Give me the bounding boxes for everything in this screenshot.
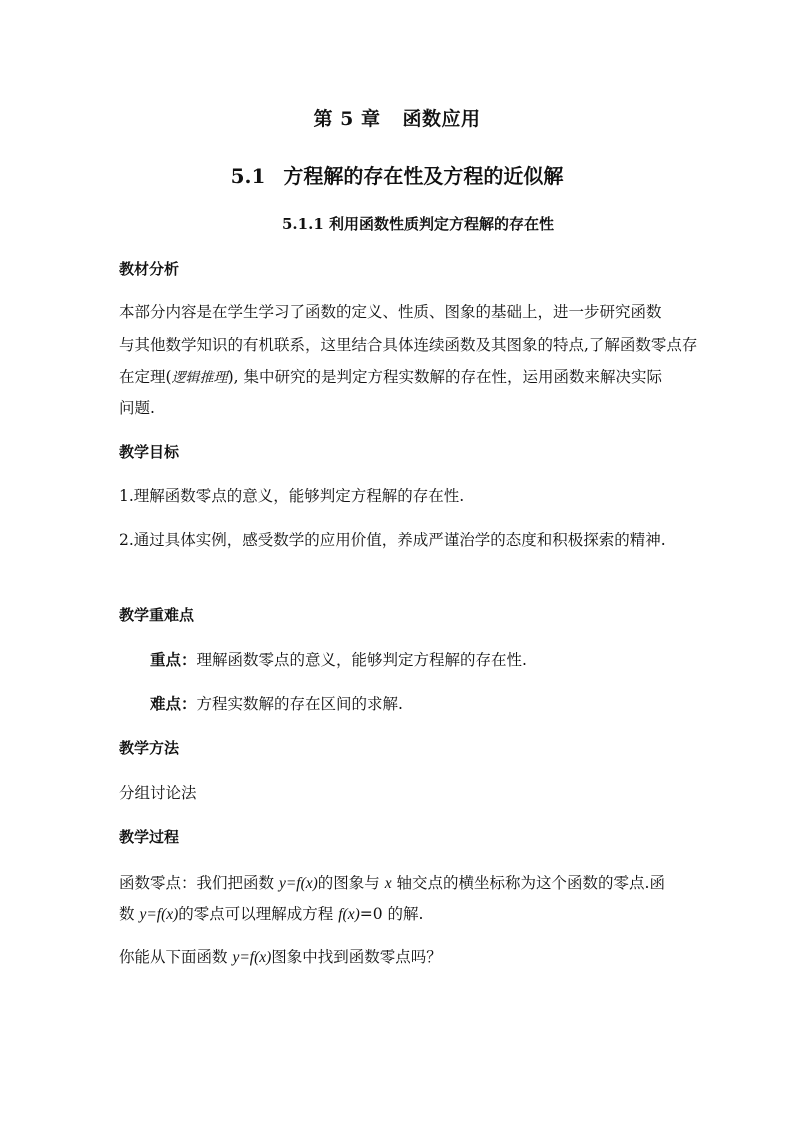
key-point [150, 648, 527, 670]
textbook-analysis-heading: 教材分析 [119, 260, 180, 278]
process-line-3 [119, 945, 442, 967]
difficult-point-label: 难点： [150, 694, 197, 713]
process-line-1 [119, 871, 665, 893]
process-text: 图象中找到函数零点吗？ [271, 948, 442, 966]
key-points-heading: 教学重难点 [119, 606, 195, 624]
analysis-line-1: 本部分内容是在学生学习了函数的定义、性质、图象的基础上，进一步研究函数 [119, 303, 662, 321]
analysis-note: 逻辑推理 [171, 370, 228, 386]
analysis-line-3-start: 在定理( [119, 368, 172, 386]
goal-item-2: 2.通过具体实例，感受数学的应用价值，养成严谨治学的态度和积极探索的精神. [119, 531, 666, 549]
key-point-text: 理解函数零点的意义，能够判定方程解的存在性. [196, 651, 527, 669]
section-name: 方程解的存在性及方程的近似解 [283, 164, 564, 188]
process-text: 轴交点的横坐标称为这个函数的零点.函 [391, 874, 665, 892]
function-expression: y=f(x) [278, 875, 318, 892]
section-number: 5.1 [230, 164, 266, 188]
analysis-line-2: 与其他数学知识的有机联系，这里结合具体连续函数及其图象的特点,了解函数零点存 [119, 336, 698, 354]
process-heading: 教学过程 [119, 828, 180, 846]
variable-x: x [384, 875, 392, 892]
chapter-name: 函数应用 [402, 108, 481, 130]
function-expression: y=f(x) [139, 906, 179, 923]
method-heading: 教学方法 [119, 739, 180, 757]
process-text: =0 的解. [359, 905, 424, 923]
process-text: 你能从下面函数 [119, 948, 233, 966]
key-point-label: 重点： [150, 650, 197, 669]
process-text: 的图象与 [317, 874, 385, 892]
method-text: 分组讨论法 [119, 784, 197, 802]
function-expression: y=f(x) [232, 949, 272, 966]
process-text: 数 [119, 905, 140, 923]
analysis-line-3 [119, 365, 662, 387]
process-line-2 [119, 902, 423, 924]
analysis-line-4: 问题. [119, 399, 155, 417]
chapter-title [0, 104, 794, 131]
goals-heading: 教学目标 [119, 443, 180, 461]
process-text: 的零点可以理解成方程 [178, 905, 339, 923]
equation-lhs: f(x) [338, 906, 360, 923]
section-title [0, 160, 794, 189]
goal-item-1: 1.理解函数零点的意义，能够判定方程解的存在性. [119, 487, 465, 505]
difficult-point-text: 方程实数解的存在区间的求解. [196, 695, 403, 713]
process-text: 函数零点：我们把函数 [119, 874, 279, 892]
analysis-line-3-end: ), 集中研究的是判定方程实数解的存在性，运用函数来解决实际 [227, 368, 662, 386]
subsection-title: 5.1.1 利用函数性质判定方程解的存在性 [282, 215, 554, 233]
difficult-point [150, 692, 403, 714]
chapter-number: 第 5 章 [313, 108, 381, 130]
